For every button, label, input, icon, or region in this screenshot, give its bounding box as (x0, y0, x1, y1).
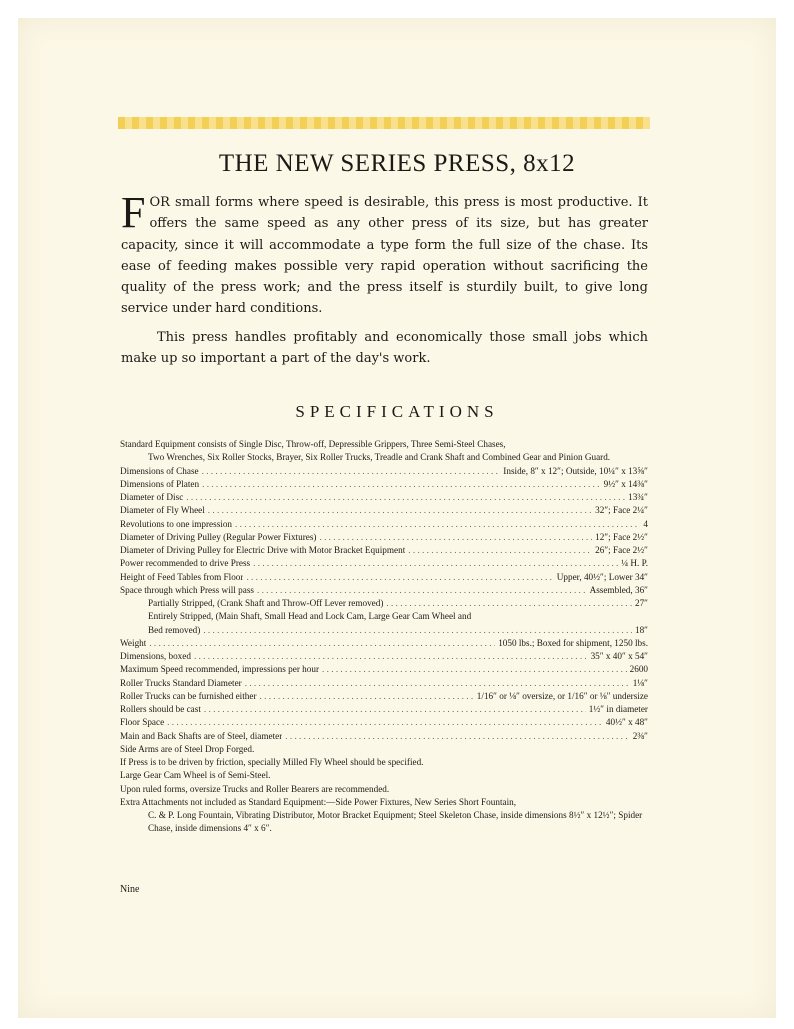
spec-label: Diameter of Disc (120, 492, 184, 502)
leader-dots (386, 597, 632, 610)
spec-note: Large Gear Cam Wheel is of Semi-Steel. (120, 770, 271, 781)
spec-label: Main and Back Shafts are of Steel, diameter (120, 730, 283, 741)
leader-dots (202, 465, 501, 478)
page-title: THE NEW SERIES PRESS, 8x12 (218, 150, 576, 177)
spec-note: Side Arms are of Steel Drop Forged. (120, 743, 255, 754)
leader-dots (167, 716, 603, 729)
spec-row (120, 557, 648, 570)
spec-label: Diameter of Fly Wheel (120, 505, 205, 516)
intro-text: OR small forms where speed is desirable, this press is most productive. It offers the same speed as any other press of its size, but has greater capacity, since it will accommodate a type form the full size of the chase. Its ease of feeding makes possible very rapid operation without sacrificing the quality of the press work; and the press itself is sturdily built, to give long service under hard conditions. (121, 195, 648, 317)
leader-dots (322, 663, 627, 676)
spec-label: Entirely Stripped, (Main Shaft, Small Head and Lock Cam, Large Gear Cam Wheel and (148, 611, 472, 622)
spec-row (120, 544, 648, 557)
intro-paragraph (121, 188, 648, 320)
spec-row (120, 504, 648, 517)
spec-label: Weight (120, 637, 147, 648)
spec-row (120, 571, 648, 584)
spec-label: Maximum Speed recommended, impressions per hour (120, 664, 320, 675)
leader-dots (194, 650, 588, 663)
leader-dots (204, 703, 586, 716)
standard-equipment-continuation: Two Wrenches, Six Roller Stocks, Brayer, Six Roller Trucks, Treadle and Crank Shaft and Combined Gear and Pinion Guard. (148, 452, 611, 463)
spec-value: 1⅛″ (632, 677, 648, 688)
spec-row (120, 690, 648, 703)
spec-value: Assembled, 36″ (589, 584, 648, 595)
spec-row (120, 716, 648, 729)
extra-attachments-continuation: C. & P. Long Fountain, Vibrating Distributor, Motor Bracket Equipment; Steel Skeleton Chase, inside dimensions 8½″ x 12½″; Spider Chase, inside dimensions 4″ x 6″. (148, 810, 643, 834)
second-paragraph: This press handles profitably and economically those small jobs which make up so important a part of the day's work. (121, 330, 648, 367)
spec-label: Power recommended to drive Press (120, 558, 251, 569)
spec-label: Height of Feed Tables from Floor (120, 571, 244, 582)
spec-row (120, 730, 648, 743)
spec-label: Roller Trucks can be furnished either (120, 690, 257, 701)
leader-dots (285, 730, 629, 743)
spec-label: Bed removed) (148, 624, 201, 635)
leader-dots (319, 531, 592, 544)
drop-cap: F (121, 188, 146, 237)
spec-label: Rollers should be cast (120, 704, 201, 714)
standard-equipment (120, 438, 648, 465)
spec-value: Inside, 8″ x 12″; Outside, 10¼″ x 13⅝″ (503, 465, 648, 476)
leader-dots (235, 518, 640, 531)
spec-label: Diameter of Driving Pulley (Regular Power Fixtures) (120, 531, 317, 542)
spec-value: ¼ H. P. (621, 558, 648, 569)
spec-label: Space through which Press will pass (120, 584, 254, 595)
spec-row (120, 624, 648, 637)
leader-dots (245, 677, 630, 690)
spec-row (120, 465, 648, 478)
spec-label: Partially Stripped, (Crank Shaft and Throw-Off Lever removed) (148, 598, 384, 608)
spec-row (120, 610, 648, 623)
spec-value: 2600 (629, 664, 648, 675)
spec-row (120, 677, 648, 690)
spec-value: 2⅜″ (632, 730, 648, 741)
spec-row (120, 663, 648, 676)
spec-label: Dimensions of Platen (120, 478, 200, 489)
spec-value: 35″ x 40″ x 54″ (590, 651, 648, 661)
spec-row (120, 703, 648, 716)
spec-row (120, 597, 648, 610)
spec-value: 18″ (634, 624, 648, 635)
extra-attachments (120, 796, 648, 836)
spec-value: 40½″ x 48″ (605, 717, 648, 728)
spec-value: 26″; Face 2½″ (595, 545, 648, 555)
spec-value: 1/16″ or ⅛″ oversize, or 1/16″ or ⅛″ undersize (476, 690, 648, 701)
spec-row (120, 491, 648, 504)
leader-dots (149, 637, 495, 650)
spec-row (120, 518, 648, 531)
decorative-border-band (118, 117, 650, 129)
spec-note: If Press is to be driven by friction, specially Milled Fly Wheel should be specified. (120, 757, 424, 767)
spec-value: 1050 lbs.; Boxed for shipment, 1250 lbs. (498, 637, 648, 648)
spec-rows (120, 465, 648, 743)
spec-label: Dimensions of Chase (120, 465, 199, 476)
spec-label: Floor Space (120, 717, 165, 728)
notes-list (120, 743, 648, 796)
leader-dots (203, 624, 632, 637)
spec-row (120, 584, 648, 597)
spec-label: Dimensions, boxed (120, 651, 191, 661)
leader-dots (208, 504, 592, 517)
spec-value: 27″ (634, 598, 648, 608)
leader-dots (186, 491, 625, 504)
specifications-heading: SPECIFICATIONS (295, 402, 499, 421)
leader-dots (260, 690, 474, 703)
spec-value: 12″; Face 2½″ (595, 531, 648, 542)
standard-equipment-first-line: Standard Equipment consists of Single Disc, Throw-off, Depressible Grippers, Three Semi-Steel Chases, (120, 439, 506, 449)
spec-row (120, 531, 648, 544)
spec-label: Roller Trucks Standard Diameter (120, 677, 242, 688)
spec-note: Upon ruled forms, oversize Trucks and Roller Bearers are recommended. (120, 783, 390, 794)
specifications-list (120, 438, 648, 836)
leader-dots (408, 544, 592, 557)
leader-dots (253, 557, 618, 570)
page-number: Nine (120, 884, 140, 895)
spec-value: 13¾″ (628, 492, 648, 502)
leader-dots (246, 571, 553, 584)
spec-value: Upper, 40½″; Lower 34″ (556, 571, 648, 582)
spec-row (120, 650, 648, 663)
spec-row (120, 637, 648, 650)
spec-value: 32″; Face 2¼″ (595, 505, 648, 516)
leader-dots (257, 584, 587, 597)
leader-dots (202, 478, 600, 491)
spec-value: 9½″ x 14⅜″ (603, 478, 648, 489)
spec-label: Revolutions to one impression (120, 518, 233, 529)
spec-value: 1½″ in diameter (588, 704, 648, 714)
spec-value: 4 (643, 518, 648, 529)
extra-attachments-first-line: Extra Attachments not included as Standard Equipment:—Side Power Fixtures, New Series Short Fountain, (120, 796, 517, 807)
spec-label: Diameter of Driving Pulley for Electric Drive with Motor Bracket Equipment (120, 545, 406, 555)
spec-row (120, 478, 648, 491)
